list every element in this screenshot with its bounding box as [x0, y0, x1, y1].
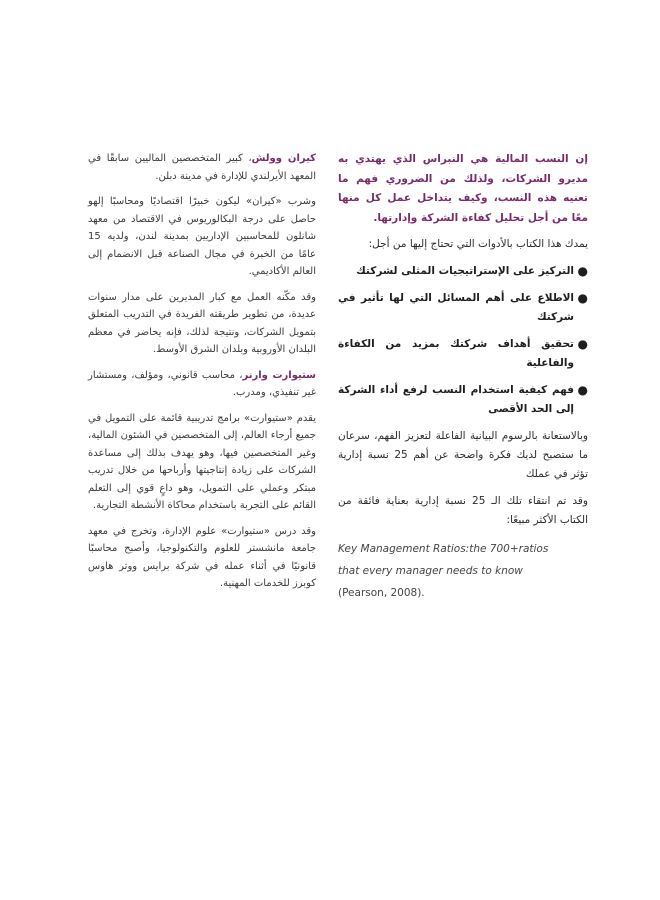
right-column	[338, 150, 588, 604]
author2-bio: ستيوارت وارنر، محاسب قانوني، ومؤلف، ومستشار غير تنفيذي، ومدرب.	[88, 369, 316, 398]
author2-paragraph: وقد درس «ستيوارت» علوم الإدارة، وتخرج في معهد جامعة مانشستر للعلوم والتكنولوجيا، وأصبح محاسبًا قانونيًا في أثناء عمله في شركة برايس ووتر هاوس كوبرز للخدمات المهنية.	[88, 525, 316, 589]
lead-paragraph: يمدك هذا الكتاب بالأدوات التي تحتاج إليها من أجل:	[368, 238, 588, 250]
author1-paragraph: وشرب «كيران» ليكون خبيرًا اقتصاديًا ومحاسبًا إلهو حاصل على درجة البكالوريوس في الاقتصاد من معهد شانلون للمحاسبين الإداريين بمدينة لندن، ولديه 15 عامًا من الخبرة في مجال الصناعة قبل الانضمام إلى العالم الأكاديمي.	[88, 196, 316, 277]
author1-paragraph: وقد مكّنه العمل مع كبار المديرين على مدار سنوات عديدة، من تطوير طريقته الفريدة في التدريب المتعلق بتمويل الشركات، ونتيجة لذلك، فإنه يحاضر في معظم البلدان الأوروبية وبلدان الشرق الأوسط.	[88, 291, 316, 355]
reference-title-line1: Key Management Ratios:the 700+ratios	[338, 543, 549, 555]
bullet-icon: ●	[577, 264, 588, 278]
bullet-icon: ●	[577, 383, 588, 397]
list-item: ● فهم كيفية استخدام النسب لرفع أداء الشركة إلى الحد الأقصى	[338, 383, 588, 415]
author2-name: ستيوارت وارنر	[242, 369, 316, 381]
reference-publisher: (Pearson, 2008).	[338, 587, 425, 599]
list-item: ● الاطلاع على أهم المسائل التي لها تأثير في شركتك	[338, 291, 588, 323]
author2-paragraph: يقدم «ستيوارت» برامج تدريبية قائمة على التمويل في جميع أرجاء العالم، إلى المتخصصين في الشئون المالية، وغير المتخصصين فيها، وهو يهدف بذلك إلى مساعدة الشركات على زيادة إنتاجيتها وأرباحها من خلال تدريب مبتكر وعملي على التمويل، وهو داعٍ قوي إلى التعلم القائم على التجربة باستخدام محاكاة الأنشطة التجارية.	[88, 412, 316, 511]
author1-name: كيران وولش	[251, 153, 316, 164]
bullet-icon: ●	[577, 291, 588, 305]
list-item: ● التركيز على الإستراتيجيات المثلى لشركتك	[338, 262, 588, 281]
book-reference	[338, 538, 588, 604]
bullet-icon: ●	[577, 337, 588, 351]
selection-paragraph: وقد تم انتقاء تلك الـ 25 نسبة إدارية بعناية فائقة من الكتاب الأكثر مبيعًا:	[338, 495, 588, 526]
benefits-list	[338, 262, 588, 419]
charts-paragraph: وبالاستعانة بالرسوم البيانية الفاعلة لتعزيز الفهم، سرعان ما ستصبح لديك فكرة واضحة عن أهم 25 نسبة إدارية تؤثر في عملك	[338, 430, 588, 480]
intro-paragraph: إن النسب المالية هي النبراس الذي يهتدي به مديرو الشركات، ولذلك من الضروري فهم ما تعنيه هذه النسب، وكيف يتداخل عمل كل منها معًا من أجل تحليل كفاءة الشركة وإدارتها.	[338, 153, 588, 224]
author1-bio: كيران وولش، كبير المتخصصين الماليين سابقًا في المعهد الأيرلندي للإدارة في مدينة دبلن.	[88, 153, 316, 182]
list-item: ● تحقيق أهداف شركتك بمزيد من الكفاءة والفاعلية	[338, 337, 588, 369]
left-column	[88, 150, 316, 601]
reference-title-line2: that every manager needs to know	[338, 565, 523, 577]
